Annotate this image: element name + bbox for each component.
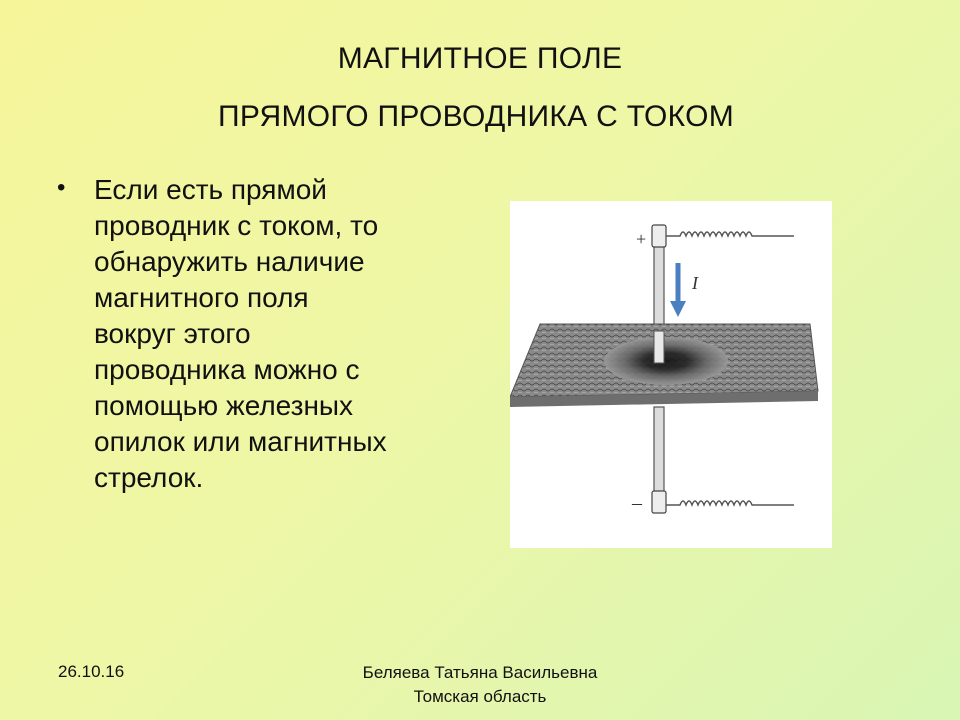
footer-author: Беляева Татьяна Васильевна [362, 663, 598, 682]
minus-label: – [632, 492, 642, 514]
bottom-spring-lead [666, 501, 794, 505]
footer-date: 26.10.16 [58, 662, 125, 681]
slide-title-line-1: МАГНИТНОЕ ПОЛЕ [337, 42, 623, 75]
bottom-terminal [652, 491, 666, 513]
slide-title-line-2: ПРЯМОГО ПРОВОДНИКА С ТОКОМ [217, 100, 734, 133]
filings-cluster [604, 337, 728, 385]
conductor-through-plate [654, 331, 664, 363]
top-terminal [652, 225, 666, 247]
conductor-diagram [510, 201, 832, 548]
footer-region: Томская область [413, 687, 547, 706]
bullet-marker: • [57, 174, 66, 201]
bullet-text: Если есть прямой проводник с током, то обнаружить наличие магнитного поля вокруг этого проводника можно с помощью железных опилок или магнитных стрелок. [94, 174, 387, 493]
conductor-illustration [510, 201, 832, 548]
top-spring-lead [666, 232, 794, 236]
plus-label: + [636, 229, 647, 249]
current-label: I [692, 273, 698, 293]
current-arrow-icon [670, 263, 686, 317]
